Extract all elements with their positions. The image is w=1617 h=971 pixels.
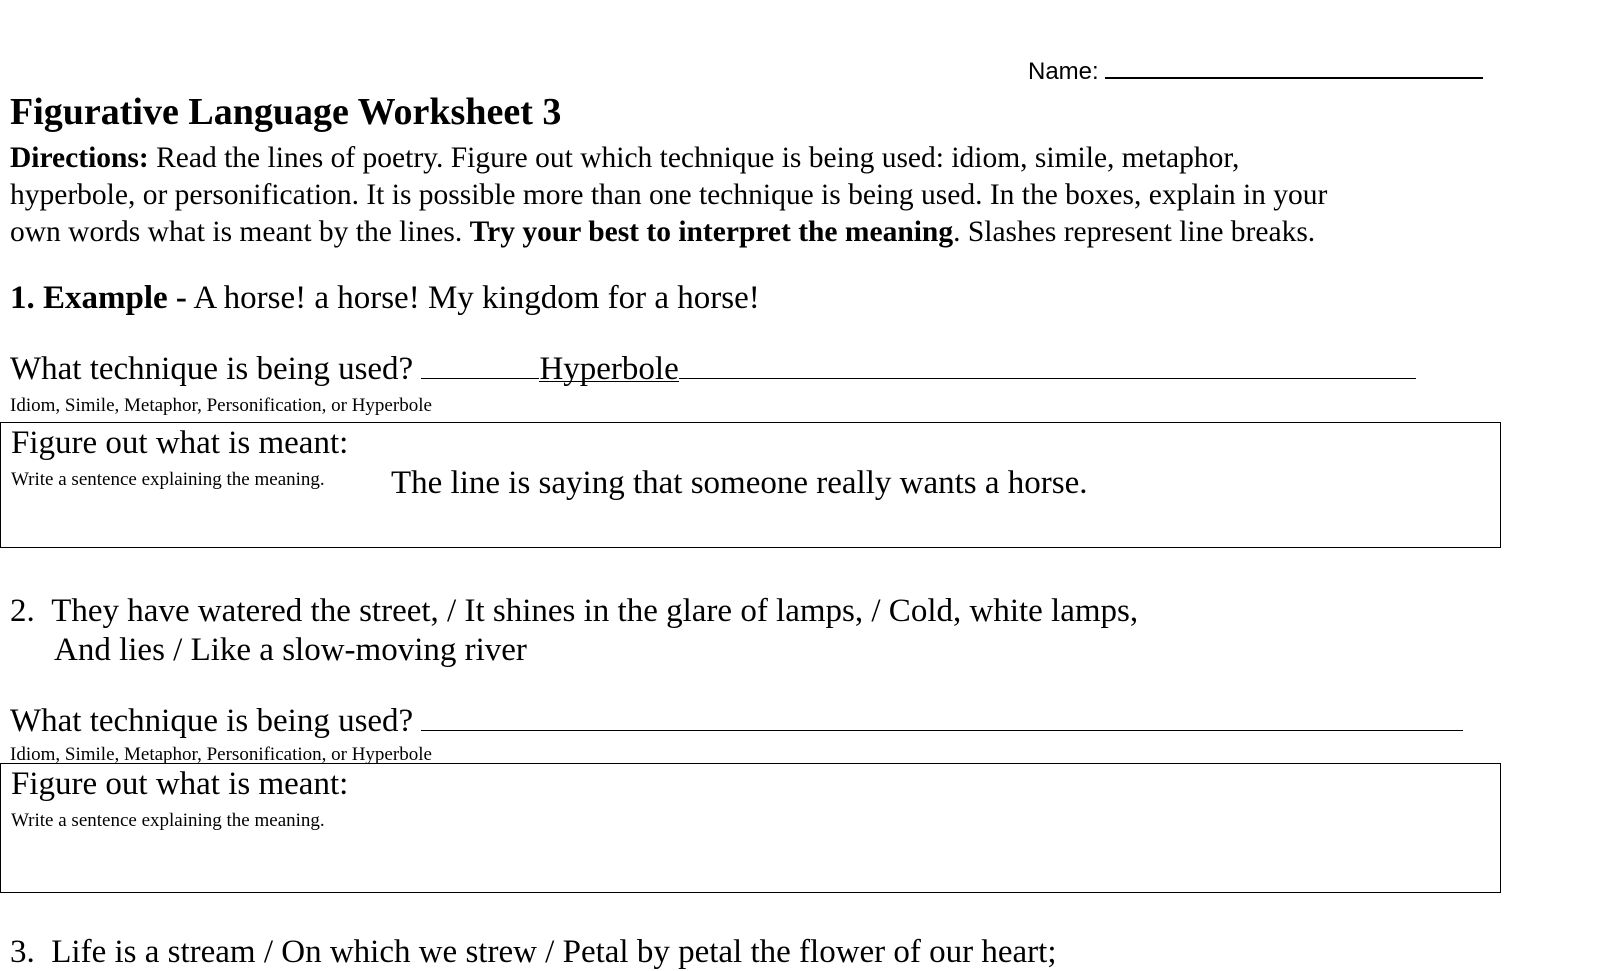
question-1-technique-hint: Idiom, Simile, Metaphor, Personification, or Hyperbole [10,395,432,416]
question-3-line-1 [10,934,1057,971]
question-2-meaning-box[interactable] [0,763,1501,893]
question-2-technique-row [10,700,1463,740]
question-1-technique-row [10,348,1416,388]
question-1-meaning-hint: Write a sentence explaining the meaning. [11,469,325,490]
directions [10,140,1327,251]
name-field-row [1028,55,1483,86]
question-1-text: A horse! a horse! My kingdom for a horse! [186,280,760,316]
directions-text-2: hyperbole, or personification. It is possible more than one technique is being used. In the boxes, explain in your [10,179,1328,211]
question-2-number: 2. [10,593,35,629]
question-1-technique-blank-right [679,348,1416,379]
question-2-technique-blank[interactable] [421,700,1463,731]
question-3-text-1: Life is a stream / On which we strew / Petal by petal the flower of our heart; [51,934,1057,970]
question-1-technique-blank-left [421,348,539,379]
directions-bold: Try your best to interpret the meaning [469,216,954,248]
directions-text-3: own words what is meant by the lines. [10,216,470,248]
question-1-meaning-prompt: Figure out what is meant: [11,425,349,461]
question-1-technique-answer[interactable]: Hyperbole [539,351,679,387]
question-1-technique-prompt: What technique is being used? [10,351,414,387]
question-2-meaning-prompt: Figure out what is meant: [11,766,349,802]
question-1-example-label: Example - [43,280,187,316]
name-input-line[interactable] [1105,55,1483,79]
question-1-meaning-box[interactable] [0,422,1501,548]
question-1 [10,280,760,317]
question-1-meaning-answer: The line is saying that someone really wants a horse. [391,465,1088,501]
directions-label: Directions: [10,142,149,174]
question-2-line-1 [10,593,1138,630]
question-3-number: 3. [10,934,35,970]
name-label: Name: [1028,58,1099,85]
question-2-text-2: And lies / Like a slow-moving river [54,632,527,668]
question-2-text-1: They have watered the street, / It shines in the glare of lamps, / Cold, white lamps, [51,593,1139,629]
directions-text-4: . Slashes represent line breaks. [953,216,1316,248]
worksheet-title: Figurative Language Worksheet 3 [10,91,562,133]
question-2-technique-hint: Idiom, Simile, Metaphor, Personification, or Hyperbole [10,744,432,765]
question-2-technique-prompt: What technique is being used? [10,703,414,739]
directions-text-1: Read the lines of poetry. Figure out which technique is being used: idiom, simile, metaphor, [148,142,1240,174]
question-2-meaning-hint: Write a sentence explaining the meaning. [11,810,325,831]
question-1-number: 1. [10,280,35,316]
